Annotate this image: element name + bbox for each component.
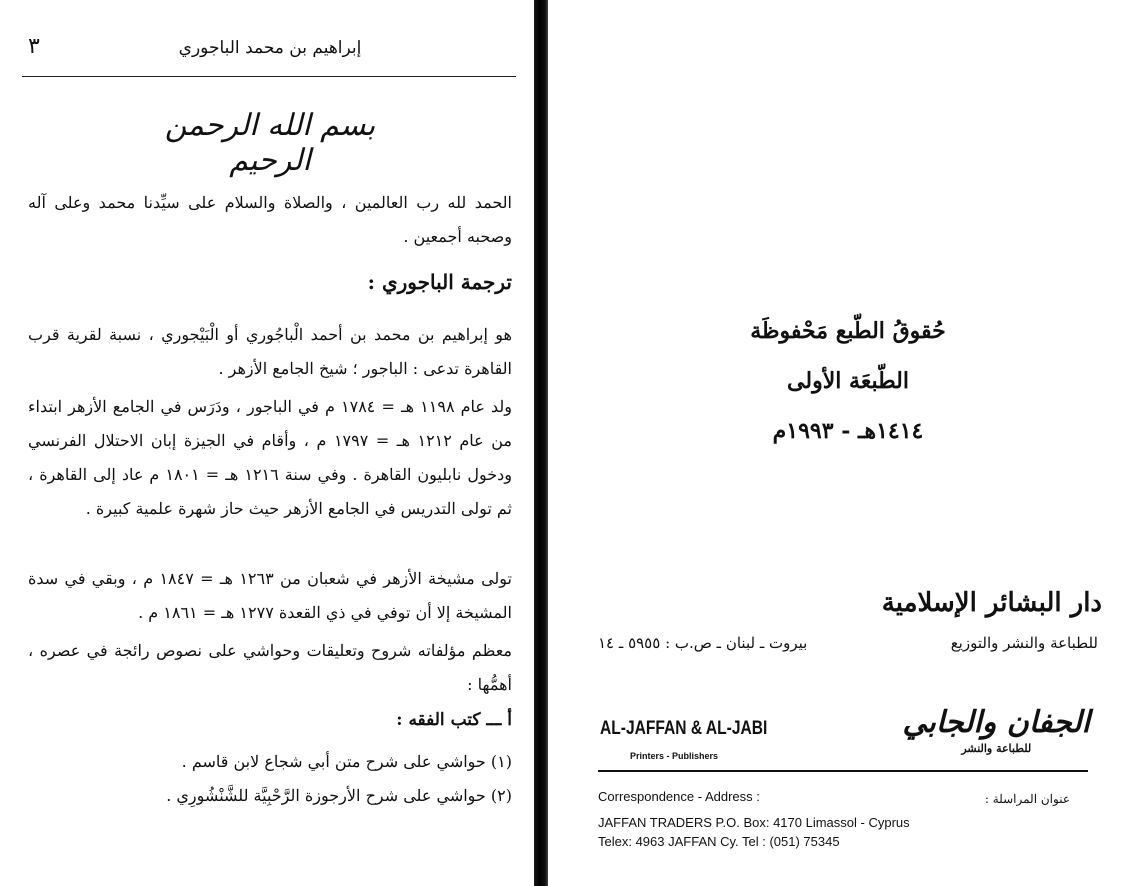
publisher-name: دار البشائر الإسلامية — [881, 588, 1102, 618]
running-head: إبراهيم بن محمد الباجوري — [178, 38, 362, 58]
edition-date: ١٤١٤هـ - ١٩٩٣م — [772, 418, 924, 444]
section-title: ترجمة الباجوري : — [367, 270, 512, 294]
address-line: Telex: 4963 JAFFAN Cy. Tel : (051) 75345 — [598, 834, 840, 849]
bio-paragraph: معظم مؤلفاته شروح وتعليقات وحواشي على نصوص رائجة في عصره ، أهمُّها : — [28, 641, 512, 694]
address-label-arabic: عنوان المراسلة : — [984, 792, 1070, 806]
header-rule — [22, 76, 516, 77]
copyright-notice: حُقوقُ الطّبع مَحْفوظَة — [750, 318, 946, 344]
right-page — [548, 0, 1130, 886]
printer-logo-arabic — [903, 704, 1090, 755]
list-item: (٢) حواشي على شرح الأرجوزة الرَّحْبِيَّة للشَّنْشُورِي . — [166, 786, 512, 805]
logo-rule — [598, 770, 1088, 772]
left-page — [0, 0, 534, 886]
publisher-line — [598, 634, 1098, 652]
page-number: ٣ — [28, 34, 40, 59]
book-spine — [534, 0, 548, 886]
printer-logo-subtitle: Printers - Publishers — [630, 751, 719, 761]
edition-label: الطّبعَة الأولى — [787, 368, 909, 394]
intro-paragraph: الحمد لله رب العالمين ، والصلاة والسلام على سيِّدنا محمد وعلى آله وصحبه أجمعين . — [28, 193, 513, 246]
logo-arabic-subtitle: للطباعة والنشر — [961, 742, 1032, 755]
publisher-address: بيروت ـ لبنان ـ ص.ب : ٥٩٥٥ ـ ١٤ — [598, 634, 808, 652]
list-item: (١) حواشي على شرح متن أبي شجاع لابن قاسم . — [181, 752, 512, 771]
bio-paragraph: ولد عام ١١٩٨ هـ = ١٧٨٤ م في الباجور ، ودَرَس في الجامع الأزهر ابتداء من عام ١٢١٢ هـ = ١٧٩٧ م ، وأقام في الجيزة إبان الاحتلال الفرنسي ودخول نابليون القاهرة . وفي سنة ١٢١٦ هـ = ١٨٠١ م عاد إلى القاهرة ، ثم تولى التدريس في الجامع الأزهر حيث حاز شهرة علمية كبيرة . — [28, 397, 513, 518]
basmala: بسم الله الرحمن الرحيم — [164, 108, 376, 178]
bio-paragraph: تولى مشيخة الأزهر في شعبان من ١٢٦٣ هـ = ١٨٤٧ م ، وبقي في سدة المشيخة إلا أن توفي في ذي القعدة ١٢٧٧ هـ = ١٨٦١ م . — [28, 569, 513, 622]
address-line: JAFFAN TRADERS P.O. Box: 4170 Limassol - Cyprus — [598, 815, 910, 830]
address-label: Correspondence - Address : — [598, 789, 760, 804]
bio-paragraph: هو إبراهيم بن محمد بن أحمد الْباجُوري أو الْبَيْجوري ، نسبة لقرية قرب القاهرة تدعى : الباجور ؛ شيخ الجامع الأزهر . — [28, 325, 512, 378]
publisher-description: للطباعة والنشر والتوزيع — [950, 634, 1098, 652]
subsection-title: أ ـــ كتب الفقه : — [396, 710, 512, 730]
printer-logo-latin: AL-JAFFAN & AL-JABI — [600, 718, 768, 739]
logo-arabic-name: الجفان والجابي — [902, 705, 1090, 740]
